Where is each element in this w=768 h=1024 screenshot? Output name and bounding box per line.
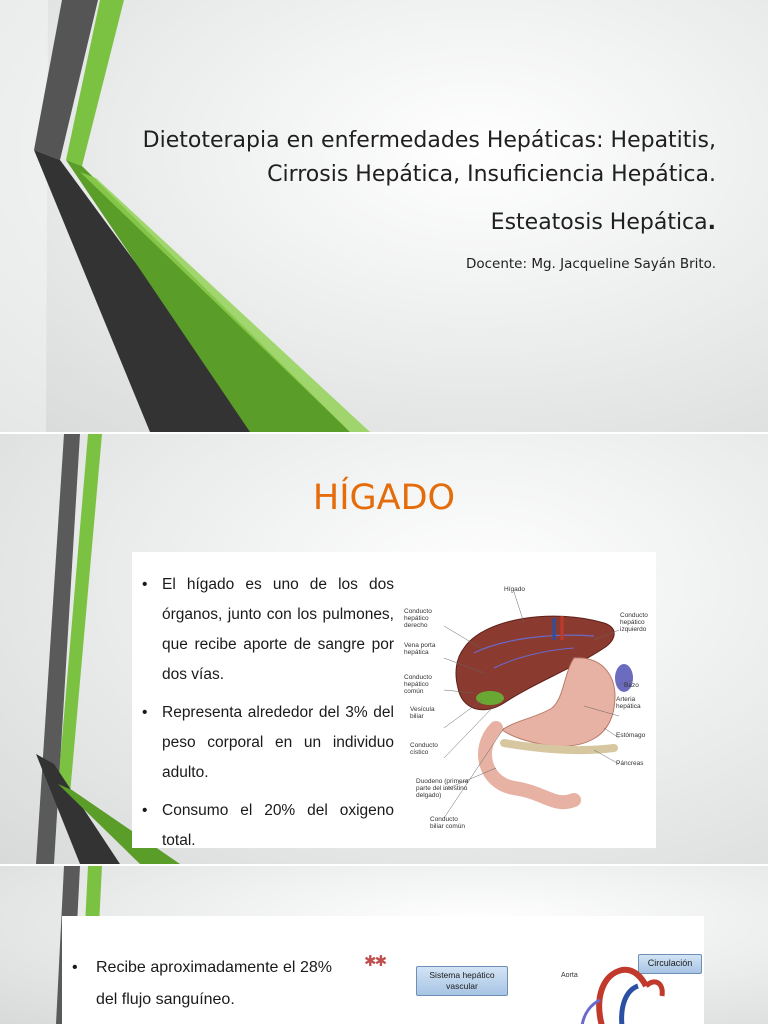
presentation-title [76, 124, 716, 192]
subtitle-period: . [707, 210, 716, 235]
title-line-2: Cirrosis Hepática, Insuficiencia Hepática. [267, 162, 716, 187]
label-pancreas: Páncreas [616, 760, 644, 767]
label-arteria: Arteria hepática [616, 696, 641, 710]
circulation-box: Circulación [638, 954, 702, 974]
heart-illustration [542, 956, 702, 1024]
teacher-name: Docente: Mg. Jacqueline Sayán Brito. [465, 256, 716, 272]
bullet-item: • Recibe aproximadamente el 28% del flujo sanguíneo. [68, 952, 332, 1016]
content-box [62, 916, 704, 1024]
liver-slide [0, 434, 768, 864]
liver-anatomy-diagram [404, 578, 652, 838]
label-conducto-derecho: Conducto hepático derecho [404, 608, 432, 629]
subtitle [491, 210, 716, 235]
label-bazo: Bazo [624, 682, 639, 689]
bullet-item: • Representa alrededor del 3% del peso corporal en un individuo adulto. [140, 698, 394, 788]
label-vesicula: Vesícula biliar [410, 706, 435, 720]
label-conducto-cistico: Conducto cístico [410, 742, 438, 756]
label-conducto-izquierdo: Conducto hepático izquierdo [620, 612, 648, 633]
blood-flow-slide [0, 866, 768, 1024]
title-line-1: Dietoterapia en enfermedades Hepáticas: Hepatitis, [142, 128, 716, 153]
label-coledoco: Conducto biliar común [430, 816, 466, 830]
label-vena-porta: Vena porta hepática [404, 642, 436, 656]
label-estomago: Estómago [616, 732, 646, 739]
label-conducto-comun: Conducto hepático común [404, 674, 432, 695]
label-higado: Hígado [504, 586, 525, 593]
vascular-system-box: Sistema hepático vascular [416, 966, 508, 996]
subtitle-text: Esteatosis Hepática [490, 210, 708, 235]
star-icon: ✱✱ [364, 953, 386, 970]
label-aorta: Aorta [561, 972, 578, 979]
bullet-item: • El hígado es uno de los dos órganos, junto con los pulmones, que recibe aporte de sangre por dos vías. [140, 570, 394, 690]
content-box [132, 552, 656, 848]
bullet-item: • Consumo el 20% del oxigeno total. [140, 796, 394, 856]
bullet-list [140, 570, 394, 864]
bullet-list [68, 952, 332, 1016]
slide-title: HÍGADO [312, 478, 456, 518]
title-slide [0, 0, 768, 432]
label-duodeno: Duodeno (primera parte del intestino delgado) [416, 778, 469, 799]
